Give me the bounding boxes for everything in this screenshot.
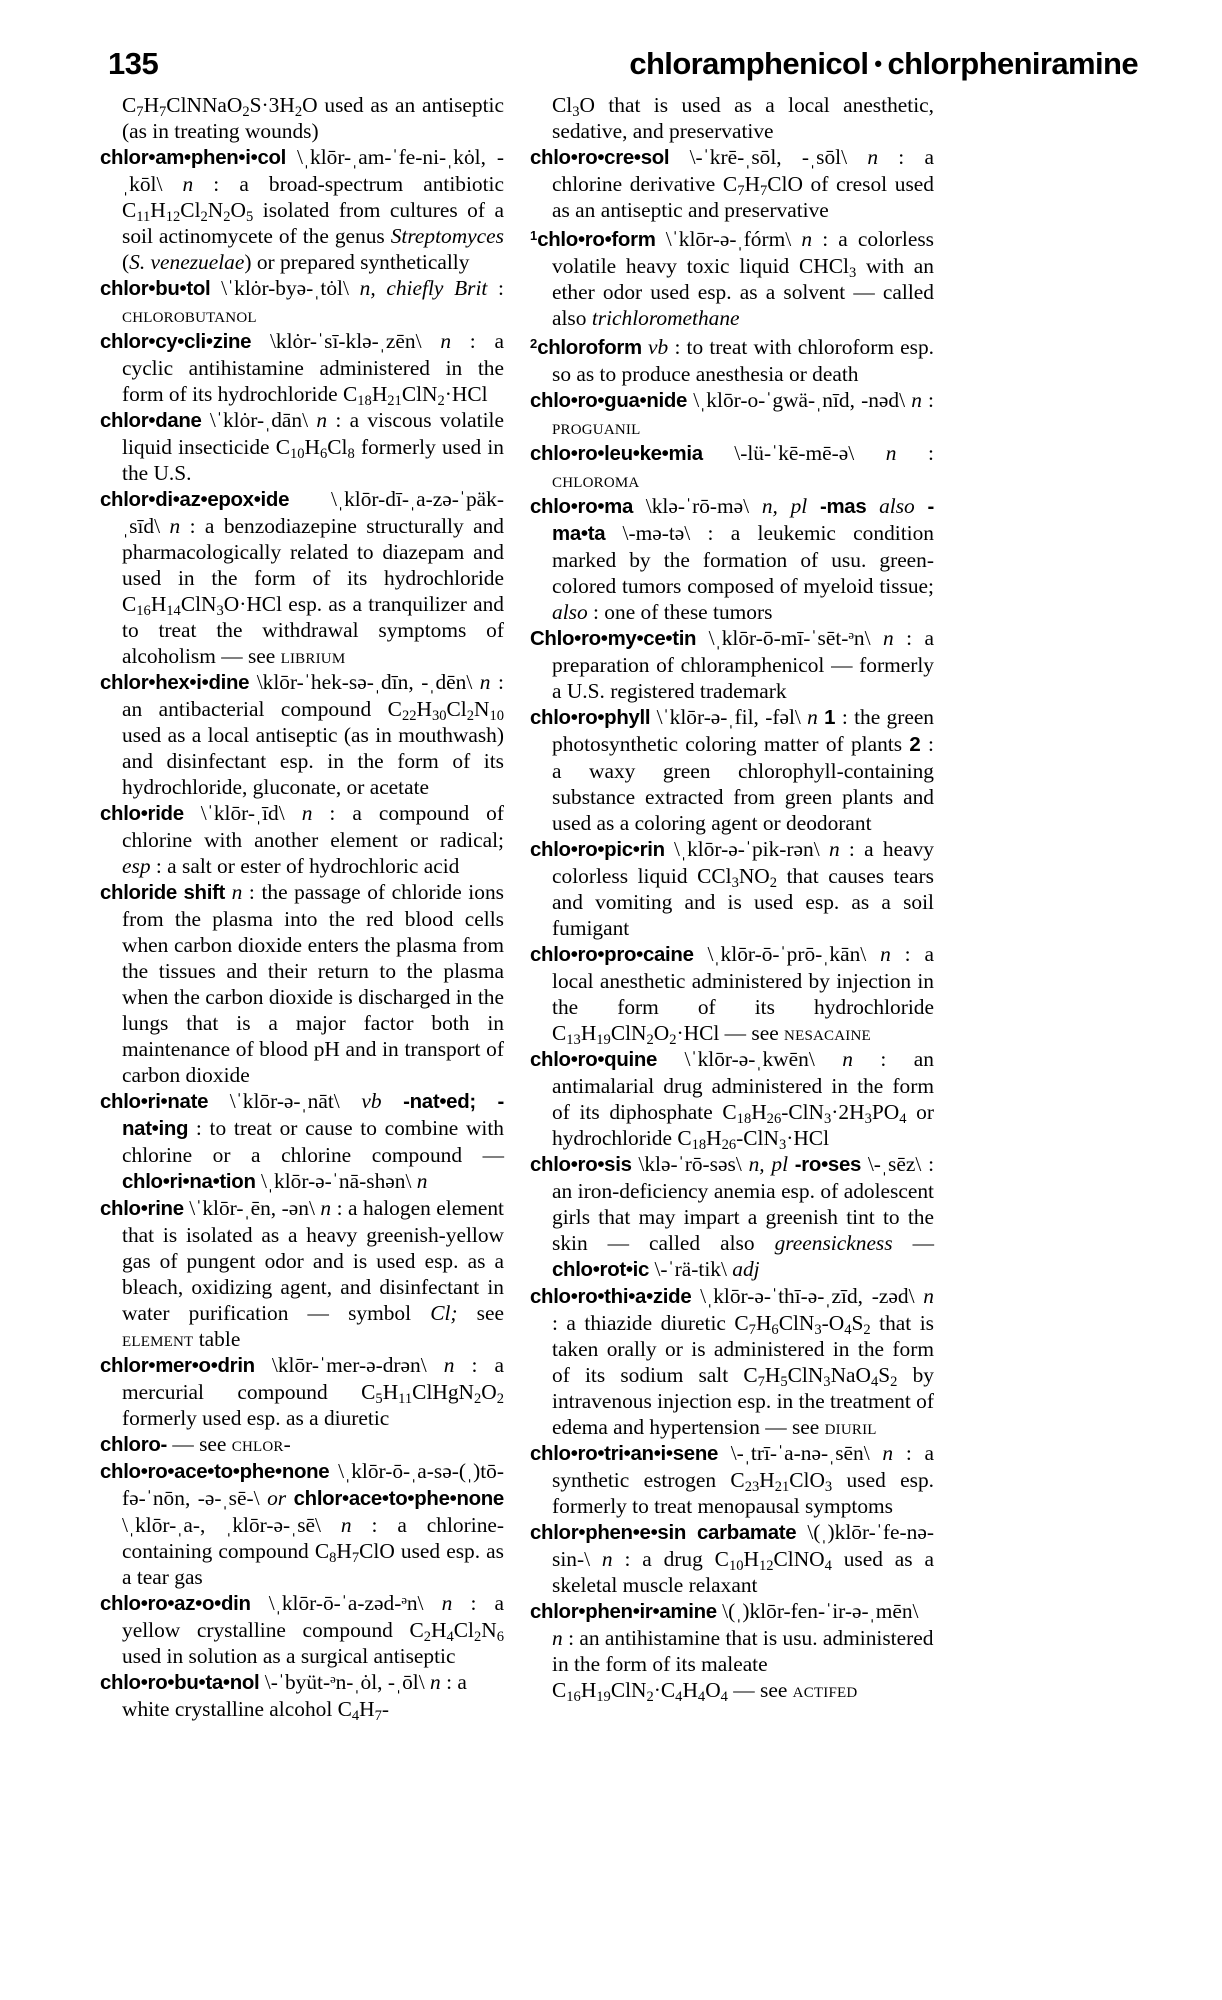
cross-reference[interactable]: actifed (792, 1677, 858, 1702)
part-of-speech: n (443, 1353, 455, 1377)
definition: : a mercurial compound $C_5H_{11}ClHgN_2O_2$ formerly used esp. as a diuretic (122, 1353, 504, 1430)
definition: : a benzodiazepine structurally and pharmacologically related to diazepam and used in the form of its hydrochloride $C_{16}H_{14}ClN_3O\cdot HCl$ esp. as a tranquilizer and to treat the withdrawal symptoms of alcoholism — see librium (122, 514, 504, 668)
headword: chloroform (537, 336, 642, 359)
entry-chloroma[interactable] (530, 493, 934, 625)
headword: chlo•ro•pic•rin (530, 838, 665, 861)
headword: chlo•ro•phyll (530, 706, 651, 729)
entry-chlorobutanol[interactable] (100, 1669, 504, 1725)
genus-name: Streptomyces (390, 224, 504, 248)
headword: chlo•ro•cre•sol (530, 147, 670, 169)
headword: chlo•rine (100, 1198, 184, 1220)
left-column (100, 92, 505, 1725)
definition: : a white crystalline alcohol $C_4H_7-$ (122, 1670, 467, 1725)
pronunciation: \(ˌ)klōr-fen-ˈir-ə-ˌmēn\ (722, 1598, 919, 1623)
definition: : a thiazide diuretic $C_7H_6ClN_3-O_4S_2$ that is taken orally or is administered in the form of its sodium salt $C_7H_5ClN_3NaO_4S_2$ by intravenous injection esp. in the treatment of edema and hypertension — see diuril (552, 1310, 934, 1439)
entry-chlorothiazide[interactable] (530, 1283, 934, 1440)
part-of-speech: n (316, 408, 328, 432)
pronunciation: \ˌklōr-ˌam-ˈfe-ni-ˌkȯl, -ˌkōl\ (122, 145, 504, 196)
part-of-speech: n, pl (748, 1151, 789, 1176)
cross-reference[interactable]: librium (280, 644, 346, 668)
entry-chloroform-noun[interactable] (530, 223, 934, 331)
entry-chlorhexidine[interactable] (100, 669, 504, 800)
variant-plural: -ma•ta (552, 495, 934, 545)
headword: chloro- (100, 1434, 167, 1456)
definition: : an iron-deficiency anemia esp. of adolescent girls that may impart a greenish tint to the skin — called also greensickness — chlo•rot•ic \-ˈrä-tik\ adj (552, 1151, 935, 1281)
pronunciation: \-ˈbyüt-ᵊn-ˌȯl, -ˌōl\ (264, 1670, 425, 1694)
entry-chloramphenicol[interactable] (100, 144, 504, 275)
headword: chlo•ro•pro•caine (530, 943, 694, 966)
cross-reference[interactable]: chloroma (552, 467, 640, 492)
headword: chlor•cy•cli•zine (100, 331, 252, 353)
entry-chloroform-verb[interactable] (530, 331, 934, 387)
headword: chlor•am•phen•i•col (100, 147, 287, 169)
definition: : a preparation of chloramphenicol — formerly a U.S. registered trademark (552, 625, 934, 703)
part-of-speech: n, pl (761, 493, 808, 518)
definition: : a cyclic antihistamine administered in the form of its hydrochloride $C_{18}H_{21}ClN_2\cdot HCl$ (122, 329, 504, 410)
entry-chlordiazepoxide[interactable] (100, 486, 504, 669)
pronunciation: \ˌklōr-o-ˈgwä-ˌnīd, -nəd\ (693, 387, 906, 412)
definition: : an antibacterial compound $C_{22}H_{30}Cl_2N_{10}$ used as a local antiseptic (as in mouthwash) and disinfectant esp. in the form of its hydrochloride, gluconate, or acetate (122, 670, 504, 799)
definition: : proguanil (552, 387, 934, 439)
headword: chlor•phen•ir•amine (530, 1600, 717, 1623)
pronunciation: \-ˌtrī-ˈa-nə-ˌsēn\ (730, 1440, 870, 1465)
entry-chlorotrianisene[interactable] (530, 1440, 934, 1519)
entry-chlorophyll[interactable] (530, 704, 934, 836)
headword: chlo•ro•quine (530, 1048, 658, 1071)
pronunciation: \ˈklȯr-byə-ˌtȯl\ (221, 276, 349, 300)
pronunciation: \klə-ˈrō-mə\ (645, 493, 750, 518)
cross-reference[interactable]: chlor- (231, 1432, 291, 1456)
headword: chlor•dane (100, 410, 202, 432)
plural-form: -mas (819, 495, 867, 518)
definition: : chlorobutanol (122, 276, 504, 327)
part-of-speech: n (182, 172, 194, 196)
entry-chloride-shift[interactable] (100, 879, 504, 1088)
part-of-speech: n (867, 145, 879, 169)
sense-text-1: : the green photosynthetic coloring matter of plants (552, 704, 935, 756)
definition: : a heavy colorless liquid $CCl_3NO_2$ that causes tears and vomiting and is used esp. as a soil fumigant (552, 836, 934, 940)
sense-label: esp (122, 854, 151, 878)
part-of-speech: n (807, 704, 818, 729)
part-of-speech: n (340, 1513, 352, 1537)
definition: : a compound of chlorine with another element or radical; esp : a salt or ester of hydrochloric acid (122, 801, 504, 878)
part-of-speech: n (882, 625, 894, 650)
pronunciation: \ˈklōr-ˌīd\ (200, 801, 285, 825)
part-of-speech: n (923, 1283, 934, 1308)
entry-chlorbutol[interactable] (100, 275, 504, 328)
derived-word[interactable]: chlo•rot•ic (552, 1258, 650, 1281)
entry-chloropicrin[interactable] (530, 836, 934, 941)
part-of-speech: n (880, 941, 891, 966)
part-of-speech: n (801, 226, 813, 251)
part-of-speech: n (231, 880, 243, 904)
pronunciation: \(ˌ)klōr-ˈfe-nə-sin-\ (552, 1519, 934, 1571)
entry-chloride[interactable] (100, 800, 504, 879)
inflected-forms: -nat•ed; -nat•ing (122, 1091, 504, 1140)
headword: chlo•ro•sis (530, 1153, 632, 1176)
pronunciation: \ˌklōr-ō-ˌa-sə-(ˌ)tō-fə-ˈnōn, -ə-ˌsē-\ (122, 1459, 504, 1510)
headword: chlo•ro•form (537, 228, 656, 251)
derived-pronunciation: \ˌklōr-ə-ˈnā-shən\ (260, 1169, 412, 1193)
part-of-speech: vb (648, 334, 669, 359)
definition: : a broad-spectrum antibiotic $C_{11}H_{12}Cl_2N_2O_5$ isolated from cultures of a soil actinomycete of the genus Streptomyces (S. venezuelae) or prepared synthetically (122, 172, 504, 274)
headword: chlo•ro•ma (530, 495, 634, 518)
guide-words (629, 46, 1138, 82)
guide-word-right: chlorpheniramine (887, 46, 1138, 81)
entry-chloroguanide[interactable] (530, 387, 934, 440)
definition: : chloroma (552, 440, 934, 492)
headword: chloride shift (100, 882, 226, 904)
called-also-term: trichloromethane (591, 305, 740, 330)
derived-pronunciation: \-ˈrä-tik\ (654, 1256, 727, 1281)
pronunciation: \klə-ˈrō-səs\ (638, 1151, 742, 1176)
part-of-speech: vb (361, 1089, 382, 1113)
part-of-speech: n (479, 670, 491, 694)
cross-reference[interactable]: element (122, 1327, 194, 1351)
cross-reference[interactable]: proguanil (552, 414, 641, 439)
carryover-text: $Cl_3O$ that is used as a local anesthetic, sedative, and preservative (552, 93, 934, 143)
part-of-speech: n (441, 1591, 453, 1615)
headword: chlor•hex•i•dine (100, 672, 250, 694)
pronunciation: \ˈklōr-ə-ˌkwēn\ (684, 1046, 815, 1071)
guide-word-left: chloramphenicol (629, 46, 869, 81)
headword: chlor•phen•e•sin carbamate (530, 1521, 797, 1544)
headword: chlor•mer•o•drin (100, 1355, 255, 1377)
definition: : to treat or cause to combine with chlorine or a chlorine compound — chlo•ri•na•tion \ˌklōr-ə-ˈnā-shən\ n (122, 1116, 504, 1193)
definition: : an antihistamine that is usu. administered in the form of its maleate $C_{16}H_{19}ClN_2\cdot C_4H_4O_4$ — see actifed (552, 1625, 934, 1705)
pronunciation: \ˈklȯr-ˌdān\ (209, 408, 309, 432)
cross-reference[interactable]: chlorobutanol (122, 303, 257, 327)
column-container (0, 82, 1222, 1725)
headword: chlo•ri•nate (100, 1091, 209, 1113)
sense-number-2: 2 (909, 733, 921, 756)
part-of-speech: n (828, 836, 840, 861)
definition: : a viscous volatile liquid insecticide $C_{10}H_6Cl_8$ formerly used in the U.S. (122, 408, 504, 485)
part-of-speech: n (885, 440, 897, 465)
cross-reference[interactable]: diuril (824, 1414, 877, 1439)
definition: : an antimalarial drug administered in the form of its diphosphate $C_{18}H_{26}-ClN_3\cdot 2H_3PO_4$ or hydrochloride $C_{18}H_{26}-ClN_3\cdot HCl$ (552, 1046, 934, 1153)
definition: : a chlorine-containing compound $C_8H_7ClO$ used esp. as a tear gas (122, 1513, 505, 1589)
entry-chloroprocaine[interactable] (530, 941, 934, 1046)
entry-chlordane[interactable] (100, 407, 504, 486)
plural-pronunciation: \-ˌsēz\ (867, 1151, 922, 1176)
definition: : the passage of chloride ions from the plasma into the red blood cells when carbon dioxide enters the plasma from the tissues and their return to the plasma when the carbon dioxide is discharged in the lungs that is a major factor both in maintenance of blood pH and in transport of carbon dioxide (122, 880, 504, 1087)
plural-form: -ro•ses (794, 1153, 862, 1176)
variant-connector: or (267, 1486, 287, 1510)
pronunciation: \ˌklōr-ə-ˈpik-rən\ (674, 836, 820, 861)
entry-chlorocresol[interactable] (530, 144, 934, 223)
headword: chlo•ro•ace•to•phe•none (100, 1461, 330, 1483)
entry-chloro-prefix[interactable] (100, 1431, 504, 1458)
definition: : a leukemic condition marked by the formation of usu. green-colored tumors composed of myeloid tissue; also : one of these tumors (552, 520, 934, 624)
pronunciation: \ˈklōr-ə-ˌnāt\ (229, 1089, 340, 1113)
entry-chloromycetin[interactable] (530, 625, 934, 704)
entry-chlorphenesin-carbamate[interactable] (530, 1519, 934, 1598)
entry-chlorine[interactable] (100, 1195, 504, 1352)
pronunciation: \klōr-ˈhek-sə-ˌdīn, -ˌdēn\ (256, 670, 473, 694)
variant-connector: also (879, 493, 915, 518)
pronunciation: \ˌklōr-ō-ˈprō-ˌkān\ (707, 941, 867, 966)
definition: : a synthetic estrogen $C_{23}H_{21}ClO_3$ used esp. formerly to treat menopausal symptoms (552, 1440, 934, 1518)
pronunciation: \ˈklōr-ə-ˌfórm\ (665, 226, 792, 251)
variant-headword[interactable]: chlor•ace•to•phe•none (293, 1488, 504, 1510)
derived-word[interactable]: chlo•ri•na•tion (122, 1171, 256, 1193)
headword: chlo•ro•thi•a•zide (530, 1285, 692, 1308)
entry-chloroazodin[interactable] (100, 1590, 504, 1669)
species-name: S. venezuelae (129, 250, 245, 274)
pronunciation: \ˌklōr-dī-ˌa-zə-ˈpäk-ˌsīd\ (122, 487, 504, 538)
derived-part-of-speech: n (416, 1169, 428, 1193)
variant-pronunciation: \ˌklōr-ˌa-, ˌklōr-ə-ˌsē\ (122, 1513, 321, 1537)
entry-chloroleukemia[interactable] (530, 440, 934, 493)
headword: chlo•ro•tri•an•i•sene (530, 1442, 719, 1465)
pronunciation: \-lü-ˈkē-mē-ə\ (734, 440, 855, 465)
headword: chlo•ro•bu•ta•nol (100, 1672, 260, 1694)
cross-reference[interactable]: nesacaine (784, 1020, 871, 1045)
pronunciation: \klȯr-ˈsī-klə-ˌzēn\ (269, 329, 422, 353)
part-of-speech: n (440, 329, 452, 353)
variant-pronunciation: \-mə-tə\ (622, 520, 691, 545)
headword: chlor•di•az•epox•ide (100, 489, 290, 511)
right-column (530, 92, 934, 1722)
definition: — see chlor- (172, 1432, 291, 1456)
pronunciation: \ˌklōr-ō-mī-ˈsēt-ᵊn\ (708, 625, 871, 650)
sense-number-1: 1 (824, 706, 836, 729)
guide-word-separator-icon: • (874, 51, 882, 77)
part-of-speech: n (911, 387, 922, 412)
definition: : a colorless volatile heavy toxic liquid CHCl$_3$ with an ether odor used esp. as a solvent — called also trichloromethane (552, 226, 934, 330)
part-of-speech: n, chiefly Brit (359, 276, 488, 300)
page-number: 135 (108, 46, 159, 81)
running-head (0, 0, 1222, 82)
headword: chlo•ro•az•o•din (100, 1593, 251, 1615)
pronunciation: \-ˈkrē-ˌsōl, -ˌsōl\ (689, 145, 848, 169)
part-of-speech: n (882, 1440, 894, 1465)
carryover-text: $C_7H_7ClNNaO_2S\cdot 3H_2O$ used as an antiseptic (as in treating wounds) (122, 93, 504, 143)
part-of-speech: n (430, 1670, 441, 1694)
part-of-speech: n (552, 1625, 563, 1650)
sense-label: also (552, 599, 588, 624)
pronunciation: \ˈklōr-ˌēn, -ən\ (189, 1196, 315, 1220)
definition: : a local anesthetic administered by injection in the form of its hydrochloride $C_{13}H_{19}ClN_2O_2\cdot HCl$ — see nesacaine (552, 941, 934, 1048)
headword: chlo•ro•gua•nide (530, 389, 688, 412)
part-of-speech: n (169, 514, 181, 538)
pronunciation: \ˌklōr-ō-ˈa-zəd-ᵊn\ (268, 1591, 424, 1615)
entry-chlorcyclizine[interactable] (100, 328, 504, 410)
part-of-speech: n (601, 1546, 613, 1571)
headword: chlo•ro•leu•ke•mia (530, 442, 703, 465)
entry-chloroquine[interactable] (530, 1046, 934, 1151)
definition: : to treat with chloroform esp. so as to produce anesthesia or death (552, 334, 935, 386)
part-of-speech: n (320, 1196, 332, 1220)
called-also-term: greensickness (774, 1230, 893, 1255)
definition: : a chlorine derivative $C_7H_7ClO$ of cresol used as an antiseptic and preservative (552, 145, 934, 222)
headword: chlor•bu•tol (100, 278, 211, 300)
definition: : a halogen element that is isolated as a heavy greenish-yellow gas of pungent odor and is used esp. as a bleach, oxidizing agent, and disinfectant in water purification — symbol Cl; see element table (122, 1196, 504, 1351)
derived-part-of-speech: adj (732, 1256, 760, 1281)
homograph-number: 2 (530, 335, 538, 351)
entry-chloroacetophenone[interactable] (100, 1458, 504, 1590)
entry-chlorinate[interactable] (100, 1088, 504, 1195)
part-of-speech: n (301, 801, 313, 825)
pronunciation: \ˌklōr-ə-ˈthī-ə-ˌzīd, -zəd\ (700, 1283, 915, 1308)
entry-chlorosis[interactable] (530, 1151, 934, 1283)
headword: chlo•ride (100, 803, 184, 825)
definition: : a drug $C_{10}H_{12}ClNO_4$ used as a skeletal muscle relaxant (552, 1546, 934, 1597)
pronunciation: \klōr-ˈmer-ə-drən\ (271, 1353, 427, 1377)
pronunciation: \ˈklōr-ə-ˌfil, -fəl\ (656, 704, 801, 729)
sense-text-2: : a waxy green chlorophyll-containing substance extracted from green plants and used as a coloring agent or deodorant (552, 731, 934, 835)
entry-chlorpheniramine[interactable] (530, 1598, 934, 1703)
part-of-speech: n (842, 1046, 853, 1071)
element-symbol: Cl; (430, 1301, 458, 1325)
headword: Chlo•ro•my•ce•tin (530, 627, 697, 650)
definition: : a yellow crystalline compound $C_2H_4Cl_2N_6$ used in solution as a surgical antiseptic (122, 1591, 504, 1668)
homograph-number: 1 (530, 228, 538, 243)
entry-chlormerodrin[interactable] (100, 1352, 504, 1431)
